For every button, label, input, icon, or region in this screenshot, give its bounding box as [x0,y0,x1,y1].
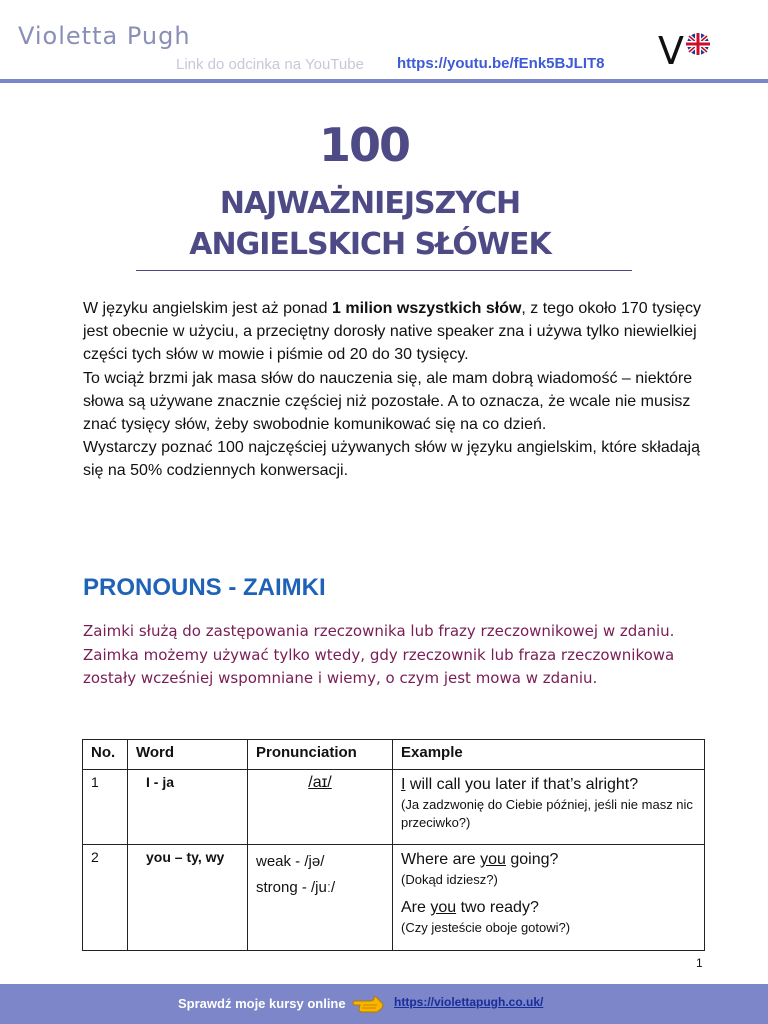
section-description: Zaimki służą do zastępowania rzeczownika lub frazy rzeczownikowej w zdaniu. Zaimka możemy używać tylko wtedy, gdy rzeczownik lub fraza rzeczownikowa zostały wcześniej wspomniane i wiemy, o czym jest mowa w zdaniu. [83,622,675,687]
cell-word: I - ja [128,770,248,845]
pronunciation-weak: weak - /jə/ [256,853,325,870]
cell-no: 2 [83,845,128,951]
cell-word: you – ty, wy [128,845,248,951]
website-link[interactable]: https://violettapugh.co.uk/ [394,995,544,1009]
header-divider [0,79,768,83]
title-line-1: NAJWAŻNIEJSZYCH [219,186,521,221]
cell-no: 1 [83,770,128,845]
page-number: 1 [696,956,703,970]
intro-paragraph-2: To wciąż brzmi jak masa słów do nauczenia się, ale mam dobrą wiadomość – niektóre słowa są używane znacznie częściej niż pozostałe. A to oznacza, że wcale nie musisz znać tysięcy słów, żeby swobodnie komunikować się na co dzień. [83,369,693,434]
intro-bold-phrase: 1 milion wszystkich słów [332,300,522,317]
intro-text [83,297,708,483]
table-header-row [83,740,705,770]
intro-paragraph-3: Wystarczy poznać 100 najczęściej używanych słów w języku angielskim, które składają się na 50% codziennych konwersacji. [83,439,700,480]
youtube-label: Link do odcinka na YouTube [176,56,364,73]
column-header-word: Word [128,740,248,770]
brand-logo-icon [656,26,716,72]
example-translation: (Czy jesteście oboje gotowi?) [401,920,571,935]
brand-name: Violetta Pugh [18,22,191,50]
cell-pronunciation: /aɪ/ [248,770,393,845]
intro-paragraph-1: W języku angielskim jest aż ponad 1 milion wszystkich słów, z tego około 170 tysięcy jest obecnie w użyciu, a przeciętny dorosły native speaker zna i używa tylko niewielkiej części tych słów w mowie i piśmie od 20 do 30 tysięcy. [83,300,702,364]
title-divider [136,270,632,271]
youtube-link[interactable]: https://youtu.be/fEnk5BJLIT8 [397,55,605,72]
example-sentence: Are you two ready? [401,899,539,916]
example-sentence: I will call you later if that’s alright? [401,776,639,793]
pointing-hand-icon [352,992,386,1014]
page-footer [0,984,768,1024]
example-translation: (Dokąd idziesz?) [401,872,498,887]
section-title: PRONOUNS - ZAIMKI [83,574,326,601]
title-line-2: ANGIELSKICH SŁÓWEK [189,227,551,262]
cell-pronunciation [248,845,393,951]
column-header-pronunciation: Pronunciation [248,740,393,770]
title-number: 100 [318,118,410,172]
example-sentence: Where are you going? [401,851,559,868]
pronunciation-strong: strong - /juː/ [256,879,336,896]
table-row [83,770,705,845]
column-header-example: Example [393,740,705,770]
footer-text: Sprawdź moje kursy online [178,996,346,1011]
words-table [82,739,705,951]
table-row [83,845,705,951]
logo-letter: V [658,29,684,72]
page-header [0,0,768,84]
cell-example [393,770,705,845]
column-header-no: No. [83,740,128,770]
cell-example [393,845,705,951]
example-translation: (Ja zadzwonię do Ciebie później, jeśli nie masz nic przeciwko?) [401,797,693,830]
